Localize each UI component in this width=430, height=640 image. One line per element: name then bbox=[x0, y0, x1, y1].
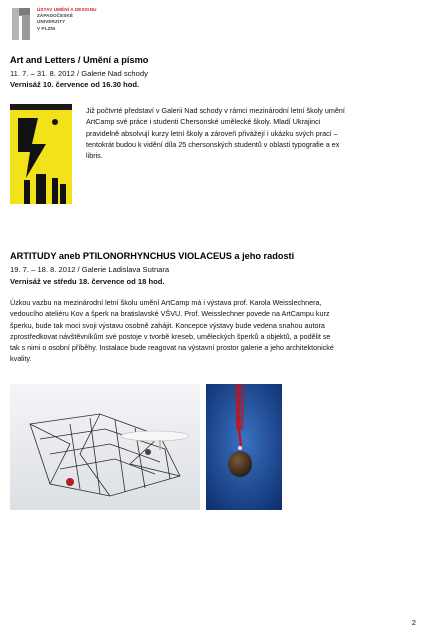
section1-line: tentokrát budou k vidění díla 25 chersonských studentů v oblasti typografie a ex bbox=[86, 139, 340, 149]
section2-description bbox=[10, 297, 422, 365]
wire-sculpture-photo bbox=[10, 384, 200, 510]
section2-line: šperku, bude tak moci svoji výstavu osobně zahájit. Koncepce výstavy bude vedena snahou autora bbox=[10, 320, 325, 330]
section1-line: Již počtvrté představí v Galerii Nad schody v rámci mezinárodní letní školy umění bbox=[86, 106, 345, 115]
logo-wordmark bbox=[37, 7, 97, 32]
section1-line: pravidelně absolvují kurzy letní školy a zároveň přivážejí i ukázku svých prací – bbox=[86, 128, 338, 138]
section1-line: ArtCamp své práce i studenti Chersonské umělecké školy. Mladí Ukrajinci bbox=[86, 117, 321, 127]
university-logo-icon bbox=[10, 6, 32, 42]
section2-vernissage: Vernisáž ve středu 18. července od 18 hod. bbox=[10, 277, 165, 286]
logo-line-3: UNIVERZITY bbox=[37, 19, 66, 25]
section1-line: libris. bbox=[86, 151, 103, 161]
section2-line: kvality. bbox=[10, 354, 32, 364]
section1-vernissage: Vernisáž 10. července od 16.30 hod. bbox=[10, 80, 140, 89]
section2-line: vedoucího ateliéru Kov a šperk na bratislavské VŠVU. Prof. Weisslechner povede na ArtCampu kurz bbox=[10, 309, 330, 319]
art-and-letters-poster-image bbox=[10, 104, 72, 204]
logo-line-4: V PLZNI bbox=[37, 25, 56, 31]
jewelry-pendant-photo bbox=[206, 384, 282, 510]
section2-dates: 19. 7. – 18. 8. 2012 / Galerie Ladislava Sutnara bbox=[10, 265, 170, 274]
section2-line: tak s nimi o osobní příběhy. Instalace bude reagovat na výstavní prostor galerie a jeho architektonické bbox=[10, 343, 334, 353]
section1-dates: 11. 7. – 31. 8. 2012 / Galerie Nad schody bbox=[10, 69, 148, 78]
section2-title: ARTITUDY aneb PTILONORHYNCHUS VIOLACEUS a jeho radosti bbox=[10, 251, 295, 261]
section2-line: Úzkou vazbu na mezinárodní letní školu umění ArtCamp má i výstava prof. Karola Weisslechnera, bbox=[10, 298, 322, 307]
logo-line-1: ÚSTAV UMĚNÍ A DESIGNU bbox=[37, 7, 97, 12]
section1-title: Art and Letters / Umění a písmo bbox=[10, 55, 149, 65]
section1-description bbox=[86, 105, 416, 161]
page-number: 2 bbox=[411, 618, 416, 627]
section2-line: zprostředkovat návštěvníkům své postoje v tvorbě kreseb, uměleckých šperků a objektů, a podělit se bbox=[10, 331, 331, 341]
logo-line-2: ZÁPADOČESKÉ bbox=[37, 13, 73, 19]
